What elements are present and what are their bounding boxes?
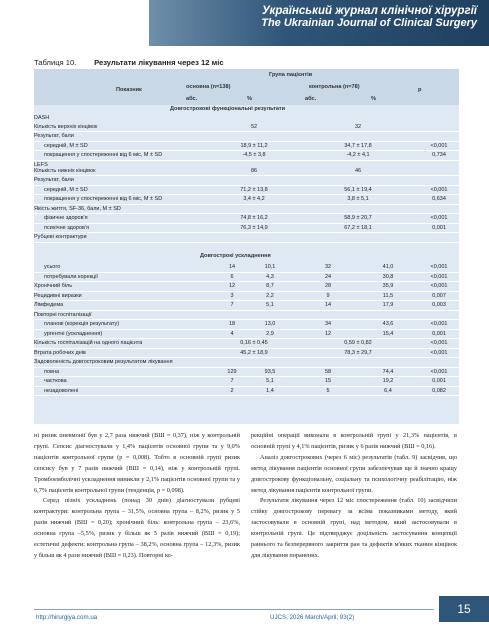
cell-control-abs: 15 [324, 378, 332, 384]
page-number: 15 [439, 596, 489, 622]
journal-header [149, 0, 489, 46]
table-row [34, 214, 459, 224]
cell-control-abs: 24 [324, 273, 332, 280]
header-control-group: контрольна (n=78) [309, 84, 360, 90]
row-label: планові (корекція результату) [44, 321, 120, 327]
table-row [34, 320, 459, 330]
journal-title-en: The Ukrainian Journal of Clinical Surgery [261, 17, 477, 29]
header-p: p [418, 87, 422, 93]
table-row [34, 263, 459, 273]
row-label: покращення у спостереженні від 6 міс, M ± SD [44, 152, 163, 158]
row-label: Задоволеність довгостроковим результатом лікування [34, 359, 173, 365]
row-label: Кількість госпіталізацій на одного пацієнта [34, 340, 143, 346]
cell-main-abs: 7 [230, 378, 234, 384]
cell-control-value: 56,1 ± 19,4 [344, 186, 372, 193]
cell-control-value: -4,2 ± 4,1 [346, 152, 370, 158]
cell-control-value: 3,8 ± 5,1 [347, 196, 369, 202]
cell-main-abs: 14 [228, 264, 236, 270]
cell-main-pct: 10,1 [264, 264, 276, 270]
cell-p-value: <0,001 [430, 368, 448, 375]
cell-control-value: 32 [354, 123, 362, 130]
row-label: Рубцеві контрактури [34, 234, 87, 240]
table-caption [34, 58, 224, 67]
cell-p-value: 0,001 [432, 224, 446, 231]
cell-main-pct: 5,1 [266, 378, 274, 384]
table-row [34, 205, 459, 215]
cell-control-value: 67,2 ± 18,1 [344, 224, 372, 231]
cell-p-value: 0,003 [432, 302, 446, 308]
header-group: Група пацієнтів [269, 72, 313, 78]
cell-main-abs: 18 [228, 321, 236, 327]
cell-control-value: 58,9 ± 20,7 [344, 215, 372, 221]
row-label: Кількість нижніх кінцівок [34, 167, 96, 174]
table-title: Результати лікування через 12 міс [94, 58, 224, 67]
table-header [34, 69, 459, 105]
row-label: Результат, бали [34, 133, 74, 139]
row-label: ургентні (ускладнення) [44, 330, 103, 337]
table-row [34, 311, 459, 321]
cell-main-value: 52 [250, 123, 258, 130]
cell-control-pct: 17,9 [382, 302, 394, 308]
cell-control-pct: 11,5 [382, 292, 394, 299]
table-row [34, 387, 459, 397]
cell-control-abs: 9 [326, 292, 330, 299]
cell-p-value: <0,001 [430, 321, 448, 327]
cell-main-abs: 2 [230, 387, 234, 394]
row-label: LEFS [34, 161, 48, 168]
cell-p-value: <0,001 [430, 264, 448, 270]
table-number: Таблиця 10. [34, 58, 77, 67]
cell-control-abs: 14 [324, 302, 332, 308]
row-label: середній, M ± SD [44, 186, 88, 193]
row-label: DASH [34, 115, 50, 121]
cell-main-value: 74,8 ± 16,2 [240, 215, 268, 221]
cell-control-pct: 6,4 [384, 387, 392, 394]
cell-main-pct: 13,0 [264, 321, 276, 327]
cell-p-value: <0,001 [430, 142, 448, 149]
cell-main-value: 0,16 ± 0,45 [240, 340, 268, 346]
cell-main-value: 45,2 ± 18,9 [240, 349, 268, 356]
table-row [34, 282, 459, 292]
cell-main-value: -4,5 ± 3,8 [242, 152, 266, 158]
cell-control-pct: 19,2 [382, 378, 394, 384]
cell-main-pct: 1,4 [266, 387, 274, 394]
row-label: Кількість верхніх кінцівок [34, 123, 98, 130]
cell-main-abs: 12 [228, 283, 236, 289]
cell-control-abs: 5 [326, 387, 330, 394]
cell-main-pct: 93,5 [264, 368, 276, 375]
row-label: Результат, бали [34, 177, 74, 183]
cell-p-value: 0,001 [432, 330, 446, 337]
paragraph: Аналіз довгострокових (через 6 міс) результатів (табл. 9) засвідчив, що метод лікування пацієнтів основної групи забезпечував ще й значно кращу довгострокову функціональну, соціальну та психологічну реабілітацію, ніж метод лікування пацієнтів контрольної групи. [251, 453, 457, 494]
cell-main-abs: 3 [230, 292, 234, 299]
table-row [34, 349, 459, 359]
cell-main-abs: 4 [230, 330, 234, 337]
cell-main-value: 76,3 ± 14,9 [240, 224, 268, 231]
table-row [34, 339, 459, 349]
cell-control-abs: 12 [324, 330, 332, 337]
section-longterm: Довгострокові функціональні результати [170, 106, 286, 112]
footer-journal-ref: UJCS, 2026 March/April; 93(2) [270, 614, 355, 621]
table-row [34, 151, 459, 161]
cell-control-abs: 34 [324, 321, 332, 327]
cell-control-pct: 15,4 [382, 330, 394, 337]
journal-title-ua: Український журнал клінічної хірургії [262, 5, 477, 17]
cell-control-value: 78,3 ± 29,7 [344, 349, 372, 356]
row-label: повна [44, 368, 60, 375]
cell-p-value: <0,001 [430, 340, 448, 346]
cell-main-pct: 4,3 [266, 273, 274, 280]
cell-control-pct: 43,6 [382, 321, 394, 327]
table-row [34, 292, 459, 302]
table-row [34, 273, 459, 283]
row-label: Втрата робочих днів [34, 349, 86, 356]
paragraph: Результати лікування через 12 міс спостереження (табл. 10) засвідчили стійку довгострокову перевагу за всіма показниками методу, який застосовували в основній групі, над методом, який застосовували в контрольній групі. Це підтверджує доцільність застосування концепції раннього та безперервного закриття ран та дефектів м'яких тканин кінцівок для лікування поранених. [251, 497, 457, 559]
table-row [34, 358, 459, 368]
header-main-abs: абс. [186, 96, 198, 102]
cell-control-pct: 41,0 [382, 264, 394, 270]
table-row [34, 224, 459, 234]
row-label: Хронічний біль [34, 283, 73, 289]
header-main-group: основна (n=138) [186, 84, 231, 90]
cell-main-value: 3,4 ± 4,2 [243, 196, 265, 202]
table-row [34, 368, 459, 378]
table-row [34, 132, 459, 142]
body-text-right [251, 431, 457, 562]
row-label: часткова [44, 378, 67, 384]
cell-p-value: <0,001 [430, 215, 448, 221]
header-main-pct: % [247, 96, 252, 102]
row-label: покращення у спостереженні від 6 міс, M ± SD [44, 196, 163, 202]
table-row [34, 301, 459, 311]
cell-p-value: 0,082 [432, 387, 446, 394]
cell-main-value: 18,9 ± 11,2 [240, 142, 268, 149]
header-indicator: Показник [116, 87, 142, 93]
cell-main-pct: 5,1 [266, 302, 274, 308]
cell-p-value: <0,001 [430, 273, 448, 280]
cell-p-value: <0,001 [430, 283, 448, 289]
row-label: Якість життя, SF-36, бали, M ± SD [34, 205, 121, 212]
body-text-left [34, 431, 240, 562]
row-label: потребували корекції [44, 273, 98, 280]
cell-control-abs: 58 [324, 368, 332, 375]
table-row [34, 142, 459, 152]
paragraph: ні ризик пневмонії був у 2,7 раза нижчий (ВШ = 0,37), ніж у контрольній групі. Сепсис діагностували у 1,4% пацієнтів основної групи та у 9,0% пацієнтів контрольної групи (p = 0,008). Тобто в основній групі ризик сепсису був у 7 разів нижчий (ВШ = 0,14), ніж у контрольній групі. Тромбоемболічні ускладнення виникли у 2,1% пацієнтів основної групи та у 6,7% пацієнтів контрольної групи (тенденція, p = 0,098). [34, 432, 240, 494]
table-row [34, 186, 459, 196]
footer-url[interactable]: http://hirurgiya.com.ua [36, 614, 98, 621]
row-label: психічне здоров'я [44, 224, 89, 231]
cell-control-pct: 30,8 [382, 273, 394, 280]
cell-p-value: 0,734 [432, 152, 446, 158]
paragraph: Серед пізніх ускладнень (понад 30 днів) діагностували рубцеві контрактури: контрольна група – 31,5%, основна група – 8,2%, ризик у 5 разів нижчий (ВШ = 0,20); хронічний біль: контрольна група – 23,6%, основна група –5,5%, ризик у більш як 5 разів нижчий (ВШ = 0,19); естетичні дефекти: контрольна група – 38,2%, основна група – 12,3%, ризик у більш як 4 рази нижчий (ВШ = 0,23). Повторні ко- [34, 497, 240, 559]
table-row [34, 195, 459, 205]
cell-main-value: 71,2 ± 13,8 [240, 186, 268, 193]
section-complications: Довгострокі ускладнення [200, 253, 271, 259]
cell-main-value: 86 [250, 167, 258, 174]
cell-p-value: <0,001 [430, 349, 448, 356]
table-row [34, 123, 459, 133]
cell-p-value: 0,007 [432, 292, 446, 299]
row-label: фізичне здоров'я [44, 215, 88, 221]
cell-main-pct: 2,9 [266, 330, 274, 337]
row-label: незадоволені [44, 387, 79, 394]
paragraph: рекційні операції виконали в контрольній групі у 21,3% пацієнтів, в основній групі у 4,1% пацієнтів, ризик у 6 разів нижчий (ВШ = 0,16). [251, 432, 457, 450]
row-label: усього [44, 264, 61, 270]
row-label: Повторні госпіталізації [34, 311, 92, 318]
cell-control-pct: 74,4 [382, 368, 394, 375]
header-control-abs: абс. [305, 96, 317, 102]
table-row [34, 176, 459, 186]
row-label: Лімфедема [34, 302, 64, 308]
table-row [34, 233, 459, 243]
footer-divider [34, 609, 434, 610]
table-row [34, 377, 459, 387]
cell-main-pct: 8,7 [266, 283, 274, 289]
cell-control-abs: 32 [324, 264, 332, 270]
cell-main-abs: 129 [227, 368, 237, 375]
header-control-pct: % [371, 96, 376, 102]
row-label: середній, M ± SD [44, 142, 88, 149]
cell-main-abs: 7 [230, 302, 234, 308]
row-label: Рецидивні виразки [34, 292, 82, 299]
cell-p-value: <0,001 [430, 186, 448, 193]
cell-control-value: 0,59 ± 0,82 [344, 340, 372, 346]
cell-control-abs: 28 [324, 283, 332, 289]
cell-main-pct: 2,2 [266, 292, 274, 299]
cell-control-value: 46 [354, 167, 362, 174]
table-row [34, 167, 459, 177]
cell-control-value: 34,7 ± 17,8 [344, 142, 372, 149]
cell-p-value: 0,001 [432, 378, 446, 384]
cell-p-value: 0,634 [432, 196, 446, 202]
table-row [34, 330, 459, 340]
cell-main-abs: 6 [230, 273, 234, 280]
results-table [34, 69, 459, 424]
cell-control-pct: 35,9 [382, 283, 394, 289]
